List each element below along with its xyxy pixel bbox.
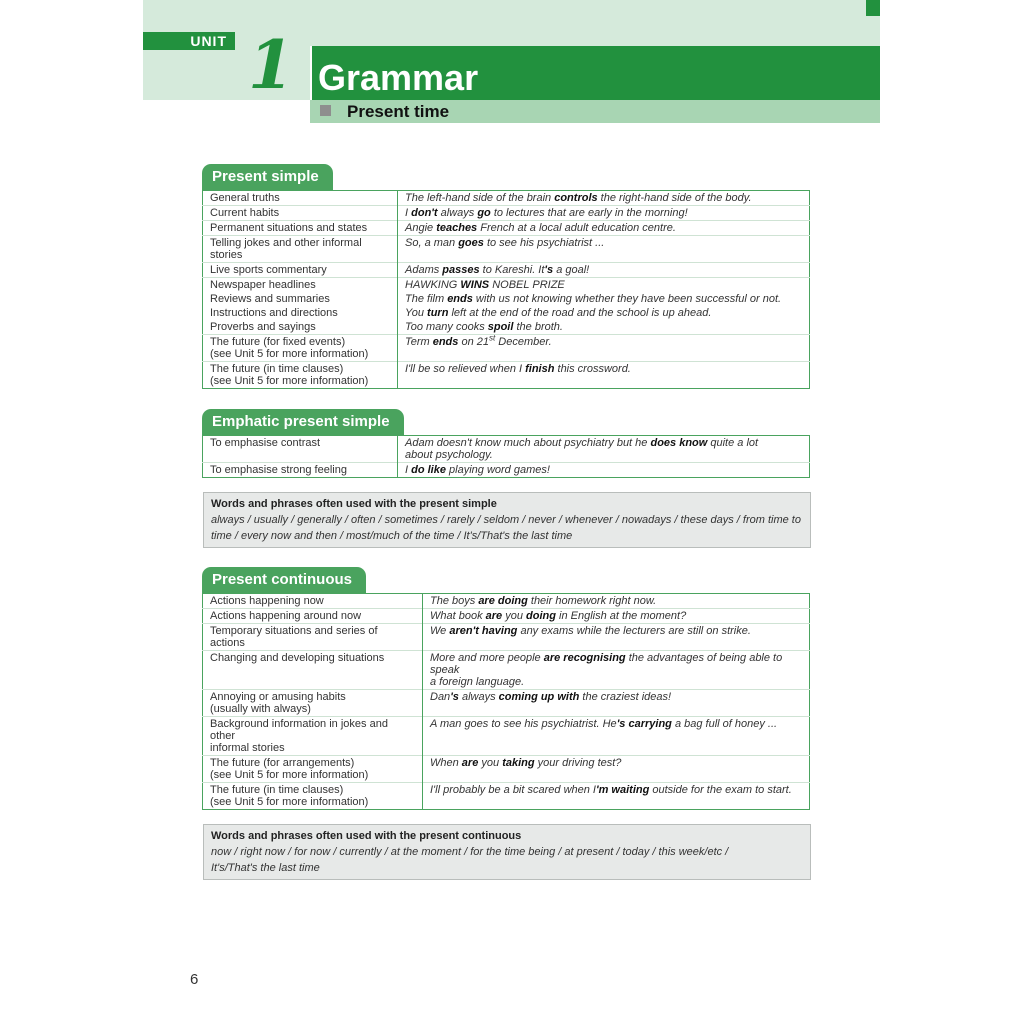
table-row (203, 335, 810, 362)
example-emphasis: are recognising (543, 652, 626, 664)
example-text: always (458, 691, 499, 703)
table-row (203, 651, 810, 690)
example-text: quite a lot about psychology. (405, 437, 759, 461)
present-simple-table (202, 190, 810, 389)
words-text: always / usually / generally / often / sometimes / rarely / seldom / never / whenever / nowadays / these days / from time to time / every now and then / most/much of the time / It's/That's the last time (211, 514, 801, 542)
usage-cell: Current habits (203, 206, 398, 221)
example-emphasis: does know (650, 437, 708, 449)
words-heading: Words and phrases often used with the present continuous (211, 830, 522, 842)
words-box-present-simple (203, 492, 811, 548)
usage-cell: Telling jokes and other informal stories (203, 236, 398, 263)
usage-cell: Instructions and directions (203, 306, 398, 320)
example-cell (423, 717, 810, 756)
words-text: now / right now / for now / currently / at the moment / for the time being / at present / today / this week/etc / It's/That's the last time (211, 846, 729, 874)
example-emphasis: ends (447, 293, 473, 305)
table-row (203, 263, 810, 278)
example-cell (398, 436, 810, 463)
example-cell (398, 335, 810, 362)
table-row (203, 236, 810, 263)
table-row (203, 278, 810, 293)
example-emphasis: controls (554, 192, 598, 204)
corner-marker (866, 0, 880, 16)
table-row (203, 756, 810, 783)
example-text: you (502, 610, 527, 622)
example-text: Adams (405, 264, 443, 276)
usage-cell: Annoying or amusing habits (usually with always) (203, 690, 423, 717)
example-emphasis: passes (442, 264, 480, 276)
table-row (203, 191, 810, 206)
example-text: What book (430, 610, 486, 622)
example-emphasis: don't (411, 207, 438, 219)
usage-cell: Reviews and summaries (203, 292, 398, 306)
example-text: Angie (405, 222, 437, 234)
usage-cell: Newspaper headlines (203, 278, 398, 293)
example-cell (398, 278, 810, 293)
example-emphasis: spoil (487, 321, 514, 333)
example-emphasis: taking (502, 757, 535, 769)
usage-cell: The future (in time clauses) (see Unit 5 for more information) (203, 783, 423, 810)
example-text: I'll be so relieved when I (405, 363, 526, 375)
example-cell (398, 263, 810, 278)
example-emphasis: doing (526, 610, 556, 622)
example-text: always (437, 207, 478, 219)
example-cell (398, 463, 810, 478)
usage-cell: Live sports commentary (203, 263, 398, 278)
example-text: left at the end of the road and the school is up ahead. (448, 307, 712, 319)
emphatic-table (202, 435, 810, 478)
unit-number: 1 (248, 26, 294, 104)
example-cell (398, 306, 810, 320)
table-row (203, 624, 810, 651)
example-cell (423, 783, 810, 810)
usage-cell: The future (in time clauses) (see Unit 5 for more information) (203, 362, 398, 389)
table-row (203, 783, 810, 810)
table-row (203, 292, 810, 306)
example-text: your driving test? (534, 757, 622, 769)
page-subtitle: Present time (347, 102, 450, 121)
example-emphasis: go (477, 207, 491, 219)
example-text: Adam doesn't know much about psychiatry but he (405, 437, 651, 449)
example-text: Dan (430, 691, 451, 703)
example-emphasis: do like (411, 464, 446, 476)
example-text: to lectures that are early in the morning! (490, 207, 688, 219)
example-text: NOBEL PRIZE (489, 279, 565, 291)
example-emphasis: WINS (460, 279, 490, 291)
usage-cell: Changing and developing situations (203, 651, 423, 690)
example-text: The film (405, 293, 448, 305)
example-emphasis: ends (432, 336, 459, 348)
table-row (203, 717, 810, 756)
table-row (203, 436, 810, 463)
page-content (202, 164, 811, 880)
section-heading-present-simple: Present simple (202, 164, 333, 190)
example-text: Too many cooks (405, 321, 488, 333)
example-text: the right-hand side of the body. (597, 192, 752, 204)
table-row (203, 306, 810, 320)
example-text: in English at the moment? (555, 610, 687, 622)
usage-cell: Actions happening around now (203, 609, 423, 624)
usage-cell: To emphasise strong feeling (203, 463, 398, 478)
example-text: the advantages of being able to speak a foreign language. (430, 652, 783, 688)
table-row (203, 221, 810, 236)
usage-cell: Proverbs and sayings (203, 320, 398, 335)
table-row (203, 206, 810, 221)
example-emphasis: are (485, 610, 503, 622)
table-row (203, 320, 810, 335)
example-text: with us not knowing whether they have been successful or not. (472, 293, 782, 305)
example-text: playing word games! (445, 464, 550, 476)
example-text: a goal! (553, 264, 590, 276)
example-emphasis: aren't having (449, 625, 518, 637)
usage-cell: To emphasise contrast (203, 436, 398, 463)
usage-cell: Permanent situations and states (203, 221, 398, 236)
section-heading-emphatic: Emphatic present simple (202, 409, 404, 435)
example-text: Term (405, 336, 433, 348)
example-text: any exams while the lecturers are still on strike. (517, 625, 751, 637)
example-cell (423, 756, 810, 783)
example-cell (423, 594, 810, 609)
usage-cell: The future (for arrangements) (see Unit 5 for more information) (203, 756, 423, 783)
example-emphasis: 's (450, 691, 459, 703)
table-row (203, 690, 810, 717)
usage-cell: Temporary situations and series of actions (203, 624, 423, 651)
present-continuous-table (202, 593, 810, 810)
example-text: you (478, 757, 503, 769)
example-emphasis: coming up with (498, 691, 580, 703)
section-heading-present-continuous: Present continuous (202, 567, 366, 593)
example-text: I'll probably be a bit scared when I (430, 784, 596, 796)
example-cell (398, 292, 810, 306)
example-text: a bag full of honey ... (671, 718, 778, 730)
example-emphasis: turn (427, 307, 449, 319)
example-cell (398, 236, 810, 263)
example-text: their homework right now. (527, 595, 657, 607)
example-cell (423, 651, 810, 690)
page-number: 6 (190, 971, 199, 988)
example-cell (423, 624, 810, 651)
example-emphasis: are doing (478, 595, 528, 607)
example-emphasis: finish (525, 363, 555, 375)
square-bullet-icon (320, 105, 331, 116)
example-text: HAWKING (405, 279, 461, 291)
example-text: A man goes to see his psychiatrist. He (430, 718, 617, 730)
example-emphasis: are (461, 757, 479, 769)
example-text: More and more people (430, 652, 544, 664)
example-cell (423, 690, 810, 717)
example-text: When (430, 757, 462, 769)
words-box-present-continuous (203, 824, 811, 880)
example-text: st (489, 333, 496, 343)
example-emphasis: teaches (436, 222, 478, 234)
example-emphasis: 's carrying (616, 718, 672, 730)
example-text: the broth. (513, 321, 563, 333)
example-text: this crossword. (554, 363, 631, 375)
words-heading: Words and phrases often used with the present simple (211, 498, 497, 510)
example-text: the craziest ideas! (579, 691, 672, 703)
example-cell (398, 206, 810, 221)
table-row (203, 609, 810, 624)
usage-cell: Actions happening now (203, 594, 423, 609)
example-text: You (405, 307, 428, 319)
example-text: We (430, 625, 450, 637)
example-cell (398, 320, 810, 335)
example-text: The left-hand side of the brain (405, 192, 555, 204)
example-text: I (405, 464, 412, 476)
example-cell (398, 221, 810, 236)
example-emphasis: 'm waiting (595, 784, 650, 796)
example-emphasis: 's (544, 264, 554, 276)
usage-cell: Background information in jokes and other informal stories (203, 717, 423, 756)
example-text: to see his psychiatrist ... (483, 237, 605, 249)
usage-cell: The future (for fixed events) (see Unit 5 for more information) (203, 335, 398, 362)
unit-label: UNIT (143, 32, 235, 50)
example-text: to Kareshi. It (479, 264, 545, 276)
example-cell (398, 362, 810, 389)
example-cell (423, 609, 810, 624)
page-title: Grammar (318, 57, 479, 98)
example-text: outside for the exam to start. (649, 784, 792, 796)
example-cell (398, 191, 810, 206)
table-row (203, 463, 810, 478)
usage-cell: General truths (203, 191, 398, 206)
example-text: French at a local adult education centre. (477, 222, 676, 234)
subtitle-bar (310, 100, 880, 123)
example-emphasis: goes (458, 237, 484, 249)
title-bar (310, 46, 880, 100)
example-text: So, a man (405, 237, 459, 249)
example-text: The boys (430, 595, 479, 607)
table-row (203, 362, 810, 389)
example-text: on 21 (458, 336, 489, 348)
example-text: I (405, 207, 412, 219)
table-row (203, 594, 810, 609)
example-text: December. (495, 336, 552, 348)
